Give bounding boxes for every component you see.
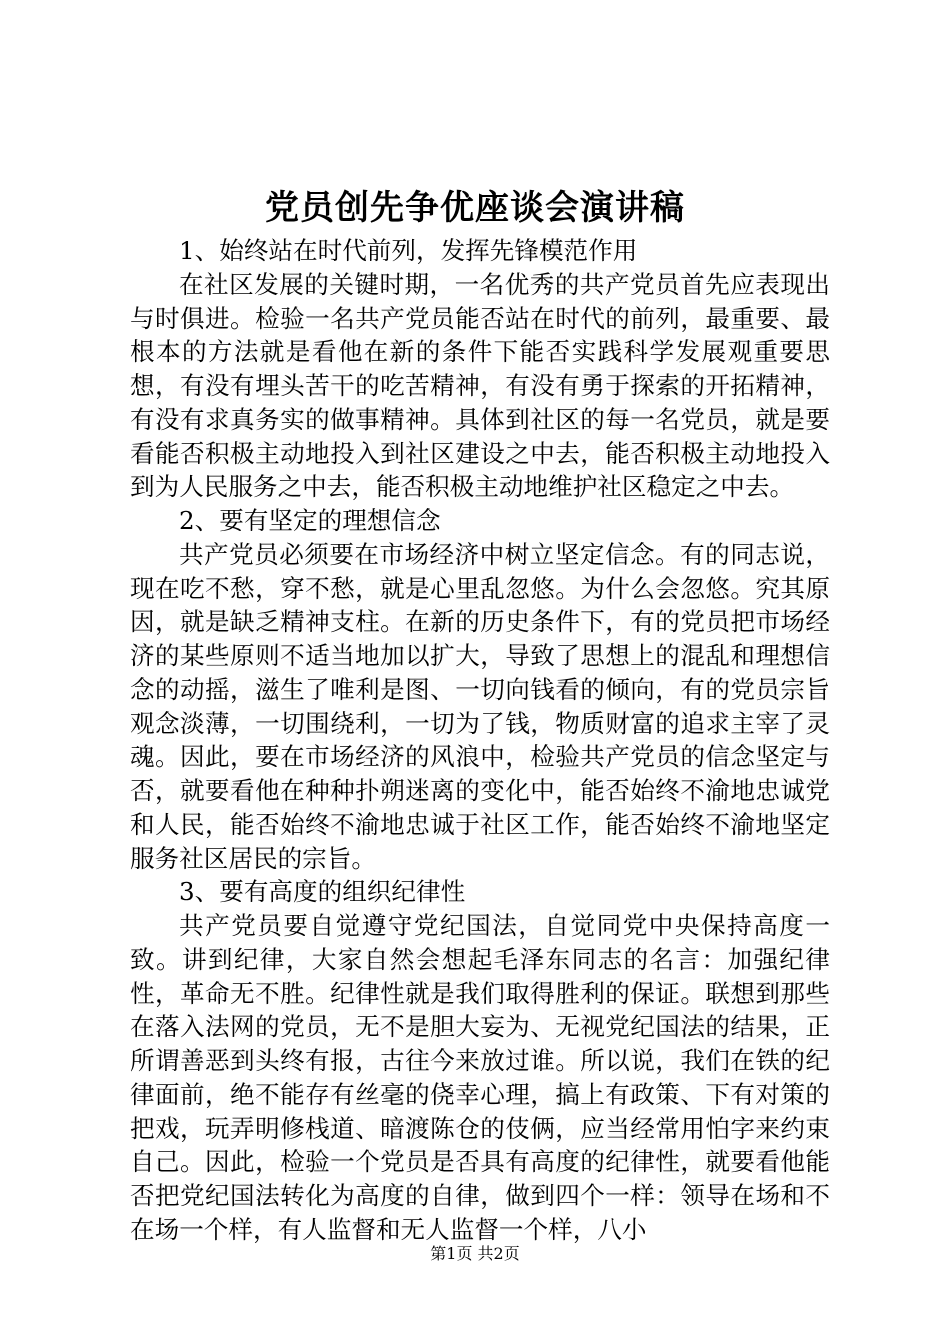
section-heading-3: 3、要有高度的组织纪律性 [179, 877, 466, 907]
section-paragraph-1: 在社区发展的关键时期，一名优秀的共产党员首先应表现出与时俱进。检验一名共产党员能否站在时代的前列，最重要、最根本的方法就是看他在新的条件下能否实践科学发展观重要思想，有没有埋头苦干的吃苦精神，有没有勇于探索的开拓精神，有没有求真务实的做事精神。具体到社区的每一名党员，就是要看能否积极主动地投入到社区建设之中去，能否积极主动地投入到为人民服务之中去，能否积极主动地维护社区稳定之中去。 [130, 269, 830, 502]
section-paragraph-3: 共产党员要自觉遵守党纪国法，自觉同党中央保持高度一致。讲到纪律，大家自然会想起毛泽东同志的名言：加强纪律性，革命无不胜。纪律性就是我们取得胜利的保证。联想到那些在落入法网的党员，无不是胆大妄为、无视党纪国法的结果，正所谓善恶到头终有报，古往今来放过谁。所以说，我们在铁的纪律面前，绝不能存有丝毫的侥幸心理，搞上有政策、下有对策的把戏，玩弄明修栈道、暗渡陈仓的伎俩，应当经常用怕字来约束自己。因此，检验一个党员是否具有高度的纪律性，就要看他能否把党纪国法转化为高度的自律，做到四个一样：领导在场和不在场一个样，有人监督和无人监督一个样，八小 [130, 911, 830, 1244]
section-heading-2: 2、要有坚定的理想信念 [179, 506, 441, 535]
section-paragraph-2: 共产党员必须要在市场经济中树立坚定信念。有的同志说，现在吃不愁，穿不愁，就是心里乱忽悠。为什么会忽悠。究其原因，就是缺乏精神支柱。在新的历史条件下，有的党员把市场经济的某些原则不适当地加以扩大，导致了思想上的混乱和理想信念的动摇，滋生了唯利是图、一切向钱看的倾向，有的党员宗旨观念淡薄，一切围绕利，一切为了钱，物质财富的追求主宰了灵魂。因此，要在市场经济的风浪中，检验共产党员的信念坚定与否，就要看他在种种扑朔迷离的变化中，能否始终不渝地忠诚党和人民，能否始终不渝地忠诚于社区工作，能否始终不渝地坚定服务社区居民的宗旨。 [130, 539, 830, 873]
document-title: 党员创先争优座谈会演讲稿 [265, 188, 685, 228]
section-heading-1: 1、始终站在时代前列，发挥先锋模范作用 [179, 236, 638, 265]
page-footer: 第1页 共2页 [430, 1244, 520, 1263]
document-body [130, 234, 830, 1247]
